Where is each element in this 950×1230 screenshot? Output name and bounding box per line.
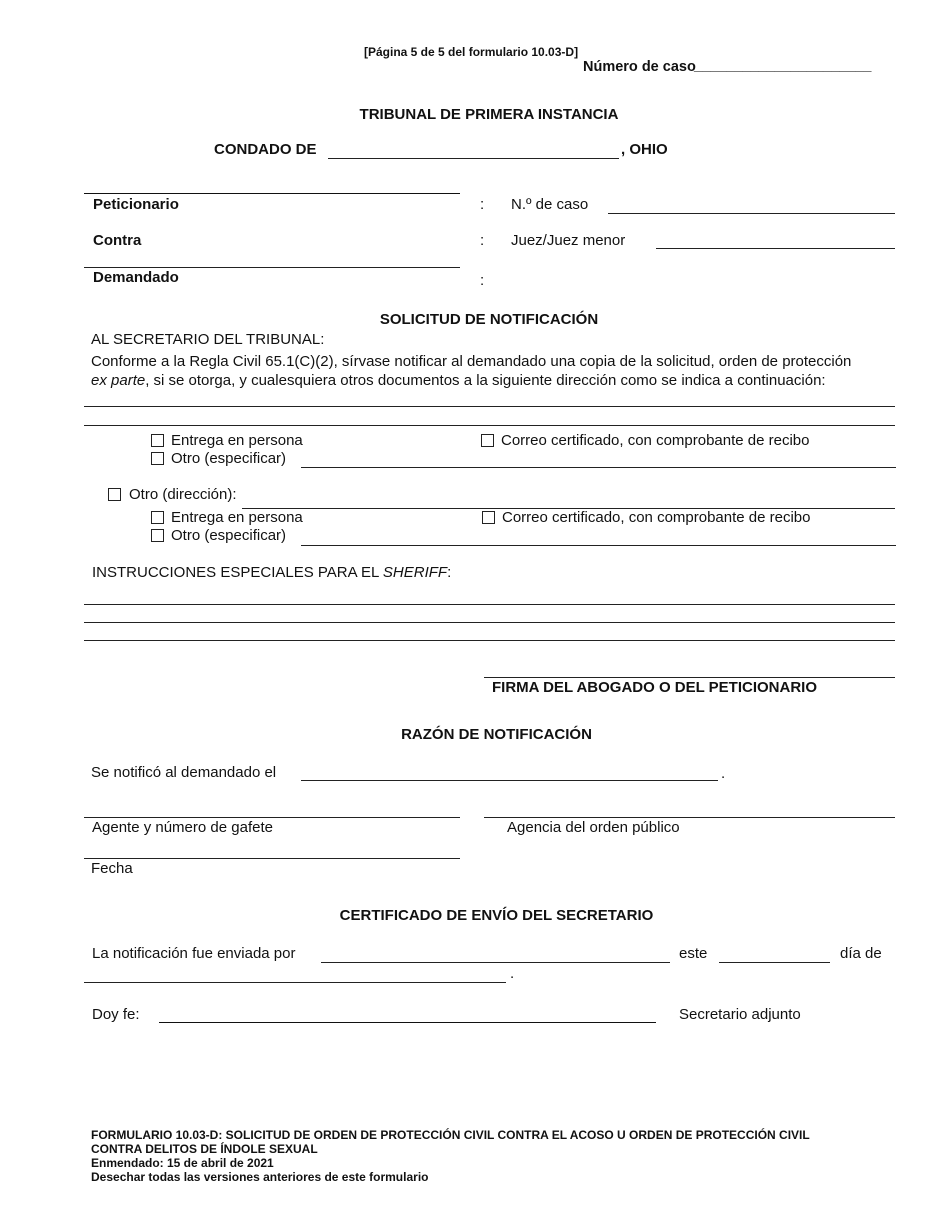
- date-field[interactable]: [84, 858, 460, 859]
- return-title: RAZÓN DE NOTIFICACIÓN: [401, 726, 592, 743]
- day-field[interactable]: [719, 962, 830, 963]
- respondent-field[interactable]: [84, 267, 460, 268]
- case-number-field[interactable]: ______________________: [694, 58, 872, 74]
- certified-mail-label: Correo certificado, con comprobante de recibo: [502, 509, 811, 526]
- signature-field[interactable]: [484, 677, 895, 678]
- special-instructions-colon: :: [447, 564, 452, 581]
- sent-by-field[interactable]: [321, 962, 670, 963]
- other-specify-label: Otro (especificar): [171, 527, 287, 544]
- other-specify-label: Otro (especificar): [171, 450, 287, 467]
- this-label: este: [679, 945, 708, 962]
- other-address-label: Otro (dirección):: [129, 486, 237, 503]
- personal-delivery-checkbox[interactable]: [151, 511, 164, 524]
- agency-field[interactable]: [484, 817, 895, 818]
- certified-mail-checkbox[interactable]: [482, 511, 495, 524]
- petitioner-label: Peticionario: [93, 196, 179, 213]
- instructions-line-2[interactable]: [84, 622, 895, 623]
- request-body-line2: [91, 372, 826, 389]
- county-label: CONDADO DE: [214, 141, 317, 158]
- footer-discard-notice: Desechar todas las versiones anteriores de este formulario: [91, 1170, 429, 1184]
- footer-form-title-cont: CONTRA DELITOS DE ÍNDOLE SEXUAL: [91, 1142, 318, 1156]
- request-body-line1: Conforme a la Regla Civil 65.1(C)(2), sírvase notificar al demandado una copia de la solicitud, orden de protección: [91, 353, 852, 370]
- certified-mail-label: Correo certificado, con comprobante de recibo: [501, 432, 810, 449]
- petitioner-field[interactable]: [84, 193, 460, 194]
- special-instructions-text: INSTRUCCIONES ESPECIALES PARA EL: [92, 564, 383, 581]
- caption-colon: :: [480, 196, 485, 213]
- footer-form-title: FORMULARIO 10.03-D: SOLICITUD DE ORDEN DE PROTECCIÓN CIVIL CONTRA EL ACOSO U ORDEN DE PROTECCIÓN CIVIL: [91, 1128, 810, 1142]
- versus-label: Contra: [93, 232, 142, 249]
- court-title: TRIBUNAL DE PRIMERA INSTANCIA: [359, 106, 619, 123]
- served-label: Se notificó al demandado el: [91, 764, 277, 781]
- instructions-line-3[interactable]: [84, 640, 895, 641]
- ex-parte-text: ex parte: [91, 372, 146, 389]
- request-body-line2-rest: , si se otorga, y cualesquiera otros documentos a la siguiente dirección como se indica a continuación:: [145, 372, 826, 389]
- served-date-field[interactable]: [301, 780, 718, 781]
- personal-delivery-label: Entrega en persona: [171, 432, 303, 449]
- respondent-label: Demandado: [93, 269, 179, 286]
- sheriff-text: SHERIFF: [382, 564, 448, 581]
- agency-label: Agencia del orden público: [507, 819, 680, 836]
- judge-field[interactable]: [656, 248, 895, 249]
- month-year-field[interactable]: [84, 982, 506, 983]
- request-title: SOLICITUD DE NOTIFICACIÓN: [379, 311, 599, 328]
- personal-delivery-checkbox[interactable]: [151, 434, 164, 447]
- special-instructions-label: [92, 564, 451, 581]
- sent-by-label: La notificación fue enviada por: [92, 945, 296, 962]
- page-reference: [Página 5 de 5 del formulario 10.03-D]: [364, 45, 579, 59]
- agent-field[interactable]: [84, 817, 460, 818]
- state-label: , OHIO: [621, 141, 668, 158]
- clerk-certificate-title: CERTIFICADO DE ENVÍO DEL SECRETARIO: [339, 907, 654, 924]
- other-specify-field[interactable]: [301, 467, 896, 468]
- judge-label: Juez/Juez menor: [511, 232, 626, 249]
- footer-amended-date: Enmendado: 15 de abril de 2021: [91, 1156, 274, 1170]
- other-specify-checkbox[interactable]: [151, 529, 164, 542]
- instructions-line-1[interactable]: [84, 604, 895, 605]
- other-address-checkbox[interactable]: [108, 488, 121, 501]
- case-no-label: N.º de caso: [511, 196, 589, 213]
- case-number-label: Número de caso: [583, 59, 696, 75]
- certified-mail-checkbox[interactable]: [481, 434, 494, 447]
- agent-label: Agente y número de gafete: [92, 819, 273, 836]
- other-specify-field[interactable]: [301, 545, 896, 546]
- signature-label: FIRMA DEL ABOGADO O DEL PETICIONARIO: [492, 679, 818, 696]
- case-no-field[interactable]: [608, 213, 895, 214]
- other-specify-checkbox[interactable]: [151, 452, 164, 465]
- county-field[interactable]: [328, 158, 619, 159]
- deputy-clerk-label: Secretario adjunto: [679, 1006, 801, 1023]
- served-period: .: [721, 765, 726, 782]
- certificate-period: .: [510, 965, 515, 982]
- day-of-label: día de: [840, 945, 882, 962]
- caption-colon: :: [480, 232, 485, 249]
- date-label: Fecha: [91, 860, 133, 877]
- address-line-2[interactable]: [84, 425, 895, 426]
- address-line-1[interactable]: [84, 406, 895, 407]
- personal-delivery-label: Entrega en persona: [171, 509, 303, 526]
- to-clerk-label: AL SECRETARIO DEL TRIBUNAL:: [91, 331, 325, 348]
- caption-colon: :: [480, 272, 485, 289]
- attest-label: Doy fe:: [92, 1006, 140, 1023]
- attest-signature-field[interactable]: [159, 1022, 656, 1023]
